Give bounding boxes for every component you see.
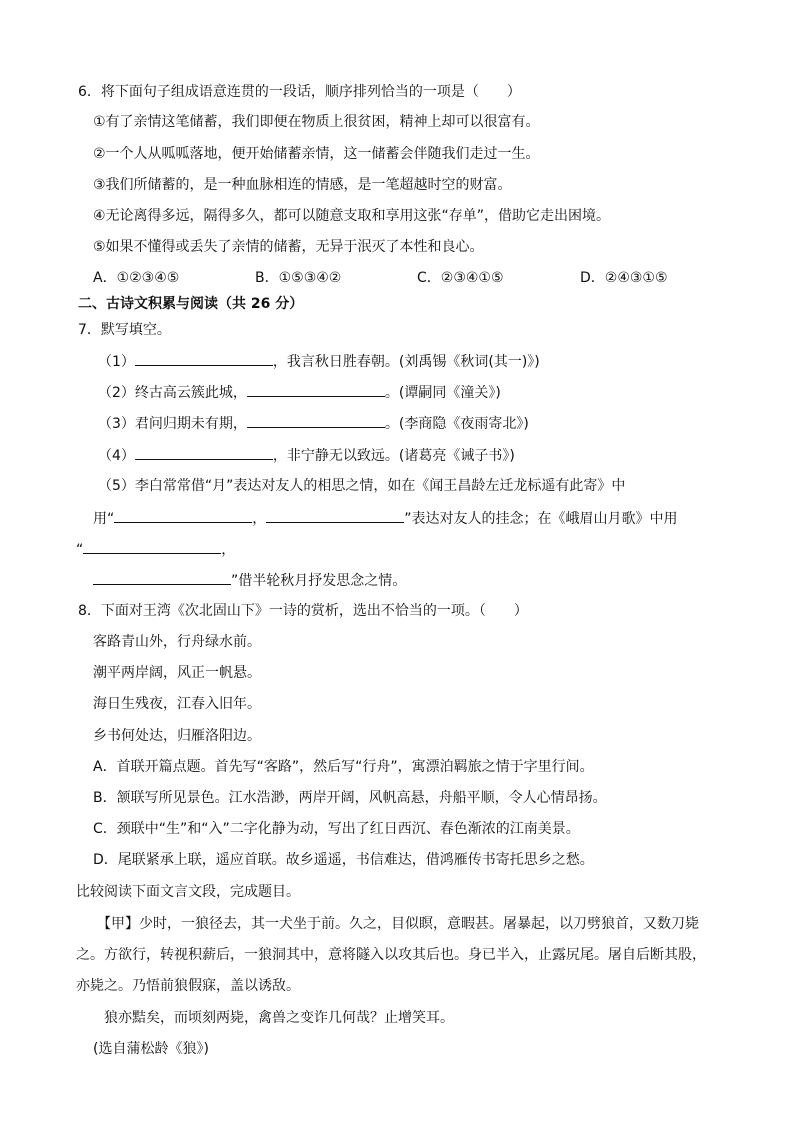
q7-item-num: （2）: [98, 385, 135, 401]
answer-blank[interactable]: [247, 413, 385, 428]
q6-sentence-2: ②一个人从呱呱落地，便开始储蓄亲情，这一储蓄会伴随我们走过一生。: [93, 146, 540, 162]
q7-item-5-line4: [93, 570, 406, 591]
passage-jia-line-4: 狼亦黠矣，而顷刻两毙，禽兽之变诈几何哉？止增笑耳。: [104, 1010, 454, 1026]
q7-item-3: [98, 413, 529, 434]
q8-option-a[interactable]: A．首联开篇点题。首先写“客路”，然后写“行舟”，寓漂泊羁旅之情于字里行间。: [93, 759, 594, 775]
q7-stem: 7．默写填空。: [78, 322, 171, 338]
q6-sentence-1: ①有了亲情这笔储蓄，我们即便在物质上很贫困，精神上却可以很富有。: [93, 114, 540, 130]
answer-blank[interactable]: [135, 351, 273, 366]
answer-blank[interactable]: [247, 382, 385, 397]
reading-intro: 比较阅读下面文言文段，完成题目。: [76, 884, 300, 900]
q7-item-num: （1）: [98, 354, 135, 370]
answer-blank[interactable]: [114, 508, 252, 523]
q6-option-c[interactable]: C．②③④①⑤: [417, 270, 504, 286]
q8-option-d[interactable]: D．尾联紧承上联，遥应首联。故乡遥遥，书信难达，借鸿雁传书寄托思乡之愁。: [93, 852, 594, 868]
q6-option-d[interactable]: D．②④③①⑤: [580, 270, 668, 286]
section-title: 二、古诗文积累与阅读（共 26 分）: [78, 296, 304, 312]
q7-item-5-line3: [76, 539, 235, 560]
q6-sentence-4: ④无论离得多远，隔得多久，都可以随意支取和享用这张“存单”，借助它走出困境。: [93, 208, 611, 224]
q8-option-c[interactable]: C．颈联中“生”和“入”二字化静为动，写出了红日西沉、春色渐浓的江南美景。: [93, 821, 580, 837]
poem-line-4: 乡书何处达，归雁洛阳边。: [93, 728, 261, 744]
passage-source: (选自蒲松龄《狼》): [93, 1041, 209, 1057]
q7-item-text: “: [76, 542, 84, 558]
q7-item-text: 。(谭嗣同《潼关》): [384, 385, 501, 401]
q8-stem: 8．下面对王湾《次北固山下》一诗的赏析，选出不恰当的一项。（ ）: [78, 603, 528, 619]
poem-line-3: 海日生残夜，江春入旧年。: [93, 696, 261, 712]
answer-blank[interactable]: [93, 570, 231, 585]
q7-item-num: （3）: [98, 416, 135, 432]
q7-item-1: [98, 351, 540, 372]
q7-item-5-line1: （5）李白常常借“月”表达对友人的相思之情，如在《闻王昌龄左迁龙标遥有此寄》中: [98, 478, 626, 494]
q7-item-text: ”表达对友人的挂念；在《峨眉山月歌》中用: [404, 511, 678, 527]
q7-item-text: 。(李商隐《夜雨寄北》): [384, 416, 529, 432]
q7-item-text: ，: [252, 511, 267, 527]
q6-sentence-5: ⑤如果不懂得或丢失了亲情的储蓄，无异于泯灭了本性和良心。: [93, 239, 484, 255]
q6-option-b[interactable]: B．①⑤③④②: [255, 270, 342, 286]
q7-item-text: ，: [221, 542, 236, 558]
q7-item-4: [98, 445, 515, 466]
answer-blank[interactable]: [135, 445, 273, 460]
q6-stem: 6．将下面句子组成语意连贯的一段话，顺序排列恰当的一项是（ ）: [78, 84, 521, 100]
passage-jia-line-3: 亦毙之。乃悟前狼假寐，盖以诱敌。: [76, 978, 300, 994]
q7-item-5-line2: [93, 508, 678, 529]
q7-item-text: 君问归期未有期，: [134, 416, 247, 432]
passage-jia-line-1: 【甲】少时，一狼径去，其一犬坐于前。久之，目似瞑，意暇甚。屠暴起，以刀劈狼首，又数刀毙: [97, 916, 699, 932]
q7-item-text: 终古高云簇此城，: [134, 385, 247, 401]
q7-item-2: [98, 382, 501, 403]
q6-option-a[interactable]: A．①②③④⑤: [93, 270, 180, 286]
q7-item-text: 用“: [93, 511, 115, 527]
q6-sentence-3: ③我们所储蓄的，是一种血脉相连的情感，是一笔超越时空的财富。: [93, 177, 512, 193]
q7-item-text: ”借半轮秋月抒发思念之情。: [231, 573, 407, 589]
q7-item-num: （4）: [98, 448, 135, 464]
poem-line-1: 客路青山外，行舟绿水前。: [93, 634, 261, 650]
answer-blank[interactable]: [83, 539, 221, 554]
q7-item-text: ，我言秋日胜春朝。(刘禹锡《秋词(其一)》): [272, 354, 540, 370]
passage-jia-line-2: 之。方欲行，转视积薪后，一狼洞其中，意将隧入以攻其后也。身已半入，止露尻尾。屠自后断其股，: [76, 947, 706, 963]
answer-blank[interactable]: [266, 508, 404, 523]
q8-option-b[interactable]: B．颔联写所见景色。江水浩渺，两岸开阔，风帆高悬，舟船平顺，令人心情昂扬。: [93, 790, 607, 806]
q7-item-text: ，非宁静无以致远。(诸葛亮《诫子书》): [272, 448, 515, 464]
poem-line-2: 潮平两岸阔，风正一帆悬。: [93, 665, 261, 681]
